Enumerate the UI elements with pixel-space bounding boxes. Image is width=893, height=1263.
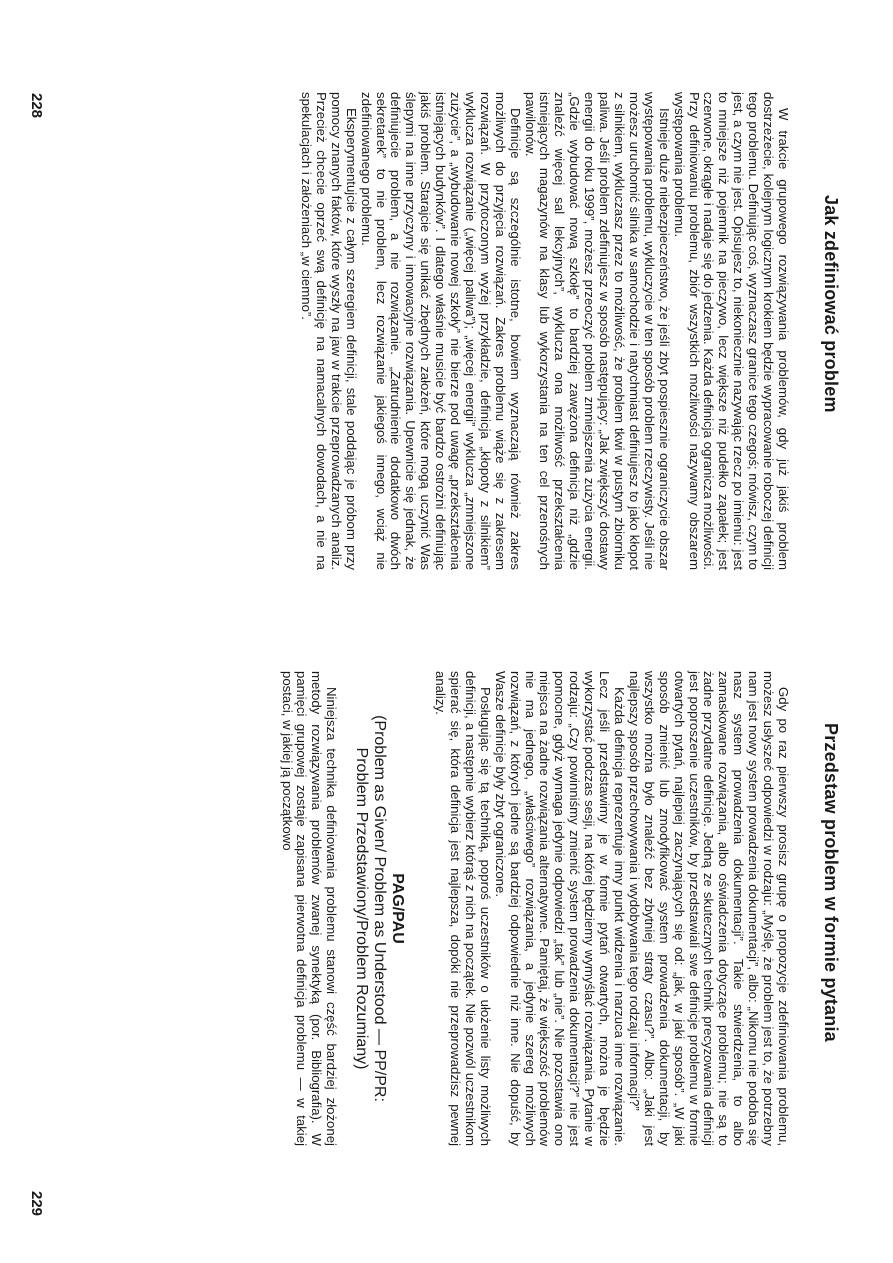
section-heading: PAG/PAU — [389, 873, 407, 944]
paragraph: Niniejsza technika definiowania problemu stanowi część bardziej złożonej metody rozwiązywania problemów zwanej synektyką (por. Bibliografia). W pamięci grupowej zostaje zapisana pierwotna definicja problemu — w takiej postaci, w jakiej ją początkowo — [279, 671, 340, 1146]
paragraph: W trakcie grupowego rozwiązywania problemów, gdy już jakiś problem dostrzeżecie, kolejnym logicznym krokiem będzie wypracowanie roboczej definicji tego problemu. Definiując coś, wyznaczasz granice tego czegoś; mówisz, czym to jest, a czym nie jest. Opisujesz to, niekoniecznie nazywając rzecz po imieniu: jest to mniejsze niż pojemnik na pieczywo, lecz większe niż pudełko zapałek; jest czerwone, okrągłe i nadaje się do jedzenia. Każda definicja ogranicza możliwości. Przy definiowaniu problemu, zbiór wszystkich możliwości nazywamy obszarem występowania problemu. — [671, 92, 791, 570]
section-subtitle: Problem Przedstawiony/Problem Rozumiany) — [353, 747, 371, 1070]
right-page-title: Przedstaw problem w formie pytania — [821, 723, 841, 1042]
page-number: 229 — [28, 1191, 45, 1217]
left-page — [0, 0, 893, 631]
left-page-body — [298, 92, 790, 570]
right-page — [0, 631, 893, 1263]
paragraph: Każda definicja reprezentuje inny punkt widzenia i narzuca inne rozwiązanie. Lecz jeśli przedstawimy je w formie pytań otwartych, można je będzie wykorzystać podczas sesji, na której będziemy wymyślać rozwiązania. Pytanie w rodzaju: „Czy powinniśmy zmienić system prowadzenia dokumentacji?” nie jest pomocne, gdyż wymaga jedynie odpowiedzi „tak” lub „nie”. Nie pozostawia ono miejsca na żadne rozwiązania alternatywne. Pamiętaj, że większość problemów nie ma jednego, „właściwego” rozwiązania, a jedynie szereg możliwych rozwiązań, z których jedne są bardziej odpowiednie niż inne. Nie dopuść, by Wasze definicje były zbyt ograniczone. — [492, 671, 628, 1146]
paragraph: Istnieje duże niebezpieczeństwo, że jeśli zbyt pospiesznie ograniczycie obszar występowania problemu, wykluczycie w ten sposób problem rzeczywisty. Jeśli nie możesz uruchomić silnika w samochodzie i natychmiast definiujesz to jako kłopot z silnikiem, wykluczasz przez to możliwość, że problem tkwi w pustym zbiorniku paliwa. Jeśli problem zdefiniujesz w sposób następujący: „Jak zwiększyć dostawy energii do roku 1999”, możesz przeoczyć problem zmniejszenia zużycia energii. „Gdzie wybudować nową szkołę” to bardziej zawężona definicja niż „gdzie znaleźć więcej sal lekcyjnych”, wyklucza ona możliwość przekształcenia istniejących magazynów na klasy lub wykorzystania na ten cel przenośnych pawilonów. — [522, 92, 672, 570]
paragraph: Eksperymentujcie z całym szeregiem definicji, stale poddając je próbom przy pomocy znanych faktów, które wyszły na jaw w trakcie przeprowadzanych analiz. Przecież chcecie oprzeć swą definicję na namacalnych dowodach, a nie na spekulacjach i założeniach „w ciemno”. — [299, 92, 359, 570]
paragraph: Gdy po raz pierwszy prosisz grupę o propozycje zdefiniowania problemu, możesz usłyszeć odpowiedzi w rodzaju: „Myślę, że problem jest to, że potrzebny nam jest nowy system prowadzenia dokumentacji”, albo: „Nikomu nie podoba się nasz system prowadzenia dokumentacji”. Takie stwierdzenia, to albo zamaskowane rozwiązania, albo oświadczenia dotyczące problemu; nie są to żadne przydatne definicje. Jedną ze skutecznych technik precyzowania definicji jest poproszenie uczestników, by przedstawiali swe definicje problemu w formie otwartych pytań, najlepiej zaczynających się od: „jak, w jaki sposób”. „W jaki sposób zmienić lub zmodyfikować system prowadzenia dokumentacji, by wszystko można było znaleźć bez zbytniej straty czasu?”. Albo: „Jaki jest najlepszy sposób przechowywania i wydobywania tego rodzaju informacji?” — [626, 671, 791, 1146]
section-subtitle: (Problem as Given/ Problem as Understood — PP/PR: — [371, 715, 389, 1102]
paragraph: Posługując się tą techniką, poproś uczestników o ułożenie listy możliwych definicji, a następnie wybierz którąś z nich na początek. Nie pozwól uczestnikom spierać się, która definicja jest najlepsza, dopóki nie przeprowadzisz pewnej analizy. — [433, 671, 493, 1146]
left-page-title: Jak zdefiniować problem — [821, 195, 841, 413]
right-page-body — [279, 671, 790, 1146]
paragraph: Definicje są szczególnie istotne, bowiem wyznaczają również zakres możliwych do przyjęcia rozwiązań. Zakres problemu wiąże się z zakresem rozwiązań. W przytoczonym wyżej przykładzie, definicja „kłopoty z silnikiem” wyklucza rozwiązanie („więcej paliwa”); „więcej energii” wyklucza „zmniejszone zużycie”, a „wybudowanie nowej szkoły” nie bierze pod uwagę „przekształcenia istniejących budynków”. I dlatego właśnie musicie być bardzo ostrożni definiując jakiś problem. Starajcie się unikać zbędnych założeń, które mogą uczynić Was ślepymi na inne przyczyny i innowacyjne rozwiązania. Upewnicie się jednak, że definiujecie problem, a nie rozwiązanie. „Zatrudnienie dodatkowo dwóch sekretarek” to nie problem, lecz rozwiązanie jakiegoś innego, wciąż nie zdefiniowanego problemu. — [358, 92, 523, 570]
page-number: 228 — [28, 93, 45, 119]
